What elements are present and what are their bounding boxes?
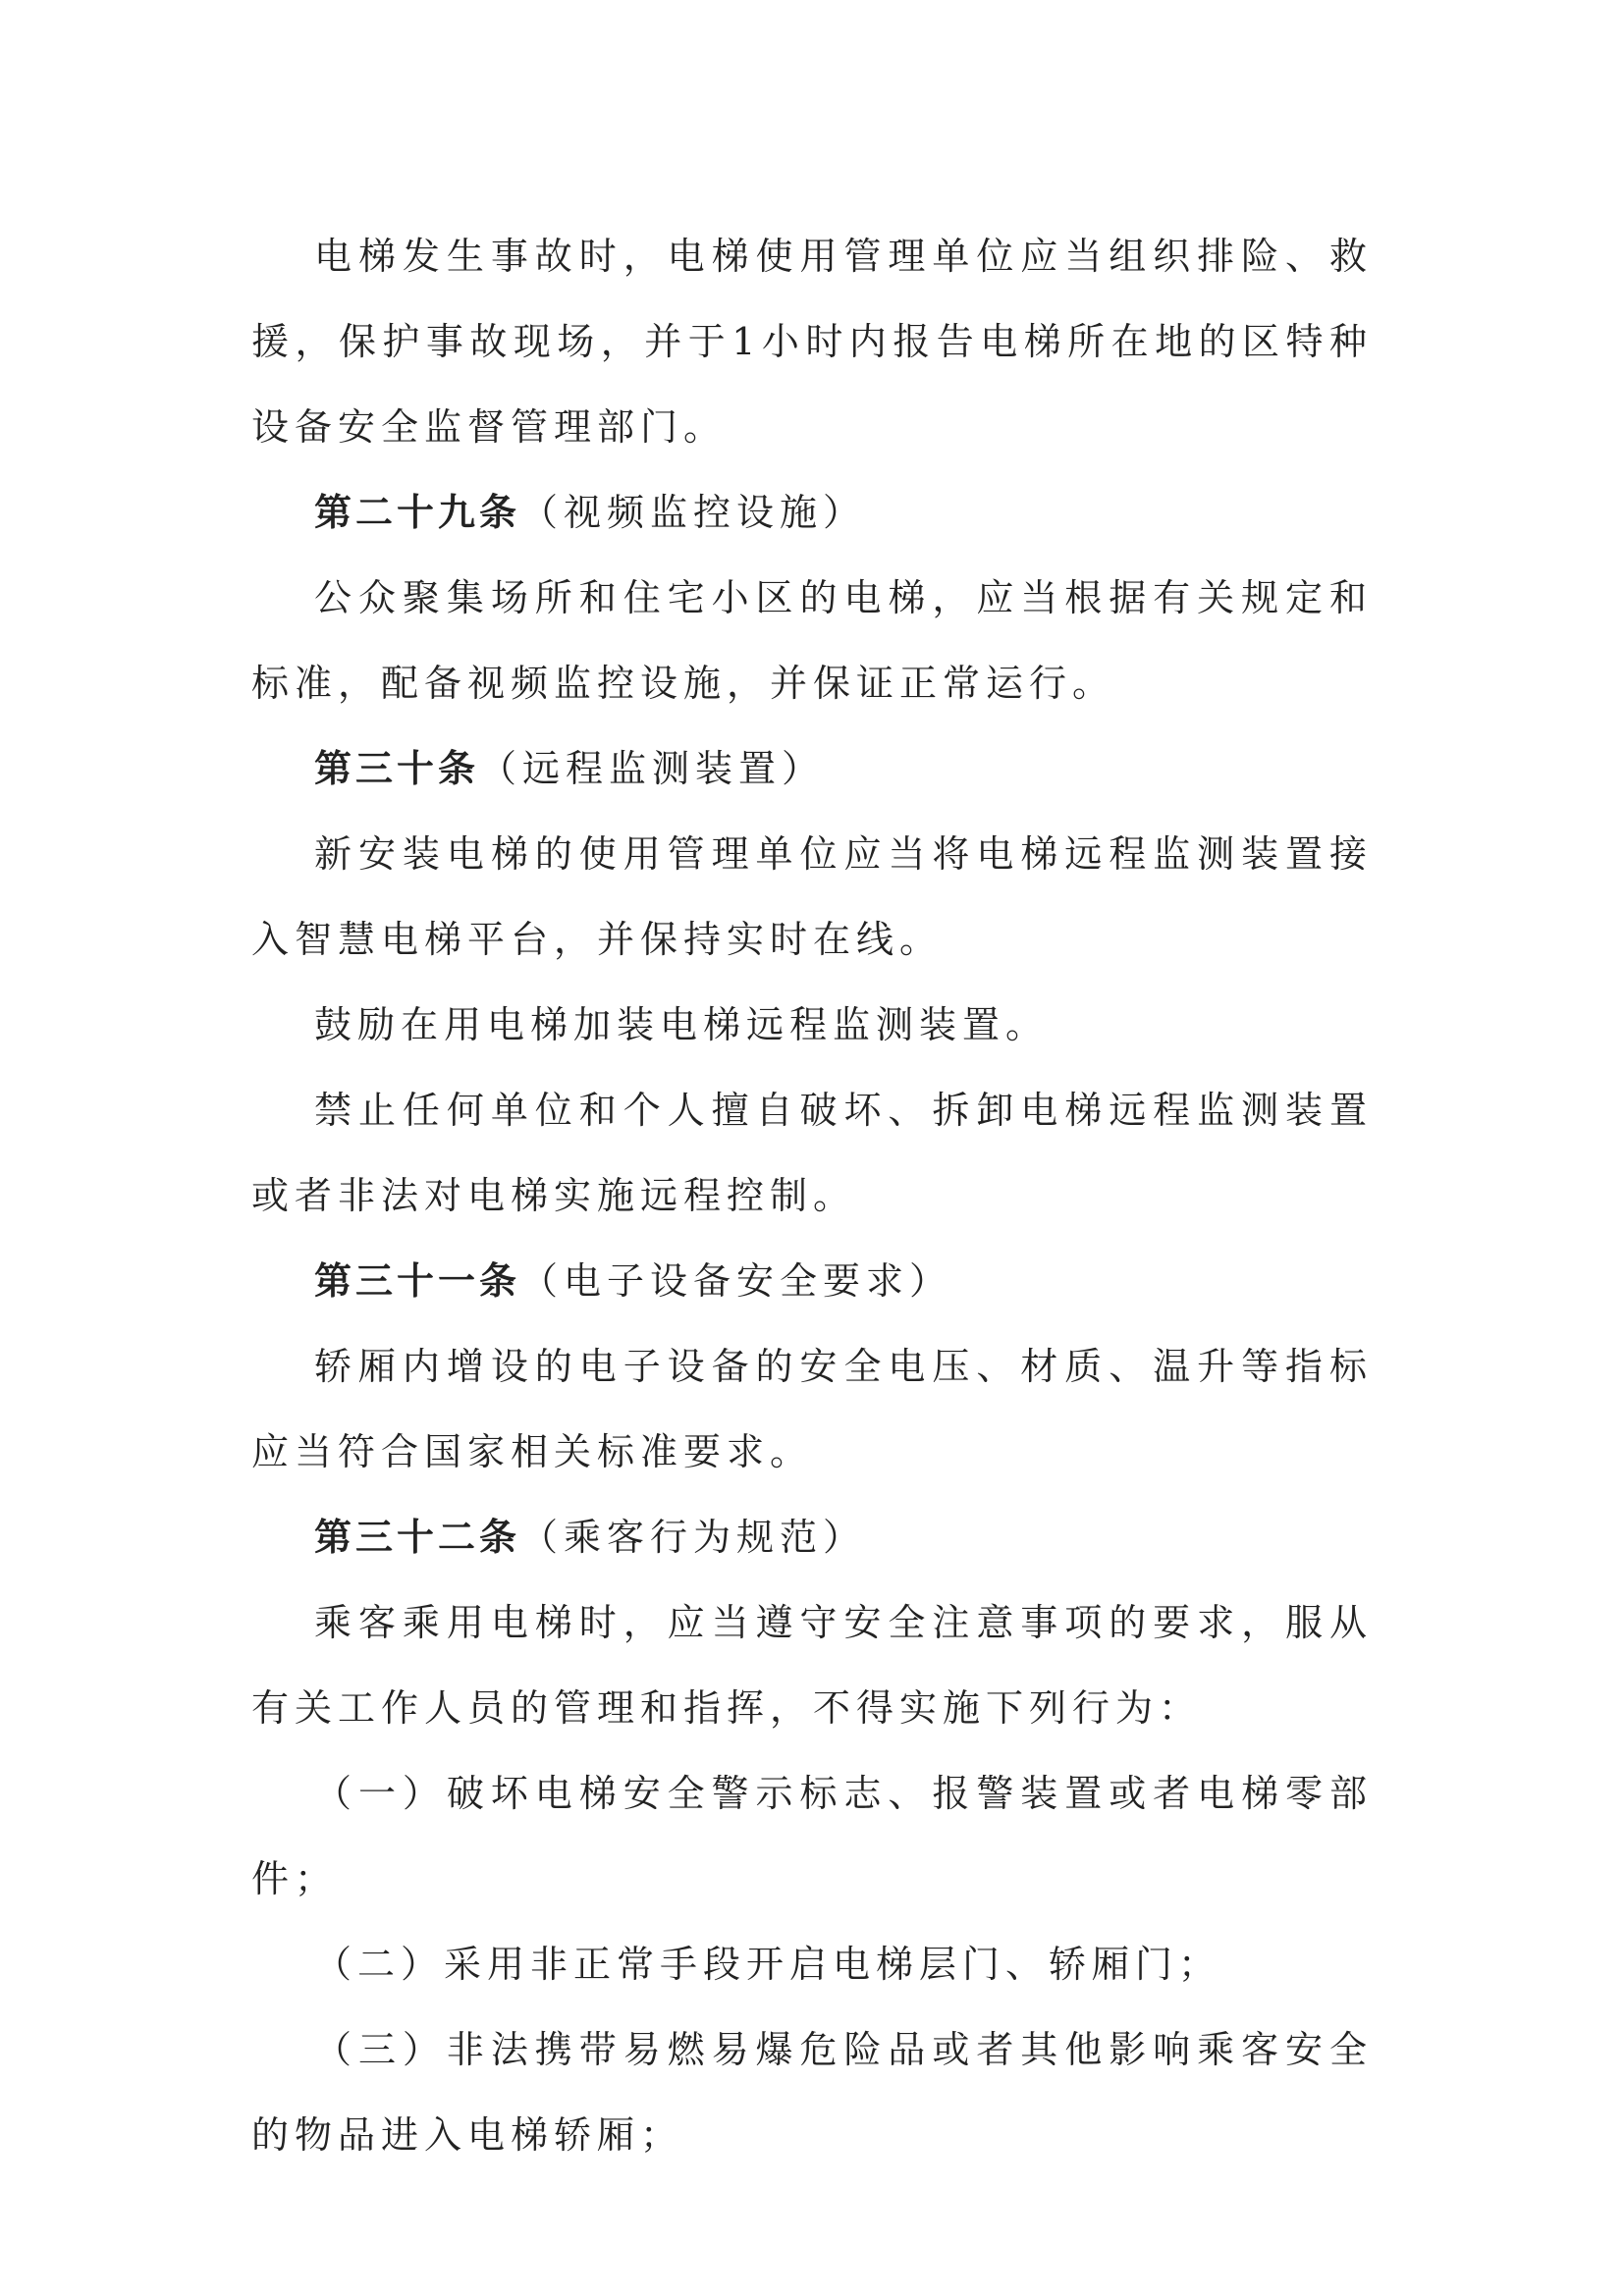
list-item: （三）非法携带易燃易爆危险品或者其他影响乘客安全的物品进入电梯轿厢； [251,2028,1373,2157]
article-heading [251,1495,1373,1580]
article-heading [251,726,1373,812]
article-title: （乘客行为规范） [520,1516,867,1559]
article-title: （视频监控设施） [520,491,867,534]
article-title: （电子设备安全要求） [520,1259,953,1303]
list-item: （二）采用非正常手段开启电梯层门、轿厢门； [314,1943,1222,1986]
paragraph: 禁止任何单位和个人擅自破坏、拆卸电梯远程监测装置或者非法对电梯实施远程控制。 [251,1089,1373,1217]
paragraph: 乘客乘用电梯时，应当遵守安全注意事项的要求，服从有关工作人员的管理和指挥，不得实施下列行为： [251,1601,1373,1730]
article-number: 第二十九条 [314,491,521,534]
paragraph: 新安装电梯的使用管理单位应当将电梯远程监测装置接入智慧电梯平台，并保持实时在线。 [251,832,1373,961]
paragraph: 电梯发生事故时，电梯使用管理单位应当组织排险、救援，保护事故现场，并于1小时内报告电梯所在地的区特种设备安全监督管理部门。 [251,235,1373,449]
list-item: （一）破坏电梯安全警示标志、报警装置或者电梯零部件； [251,1772,1373,1900]
article-number: 第三十二条 [314,1516,521,1559]
paragraph: 鼓励在用电梯加装电梯远程监测装置。 [314,1003,1050,1046]
article-heading [251,1239,1373,1324]
article-number: 第三十一条 [314,1259,521,1303]
paragraph: 轿厢内增设的电子设备的安全电压、材质、温升等指标应当符合国家相关标准要求。 [251,1345,1373,1473]
article-heading [251,470,1373,556]
article-title: （远程监测装置） [479,747,826,790]
paragraph: 公众聚集场所和住宅小区的电梯，应当根据有关规定和标准，配备视频监控设施，并保证正常运行。 [251,576,1373,705]
document-body [251,214,1373,2178]
article-number: 第三十条 [314,747,480,790]
